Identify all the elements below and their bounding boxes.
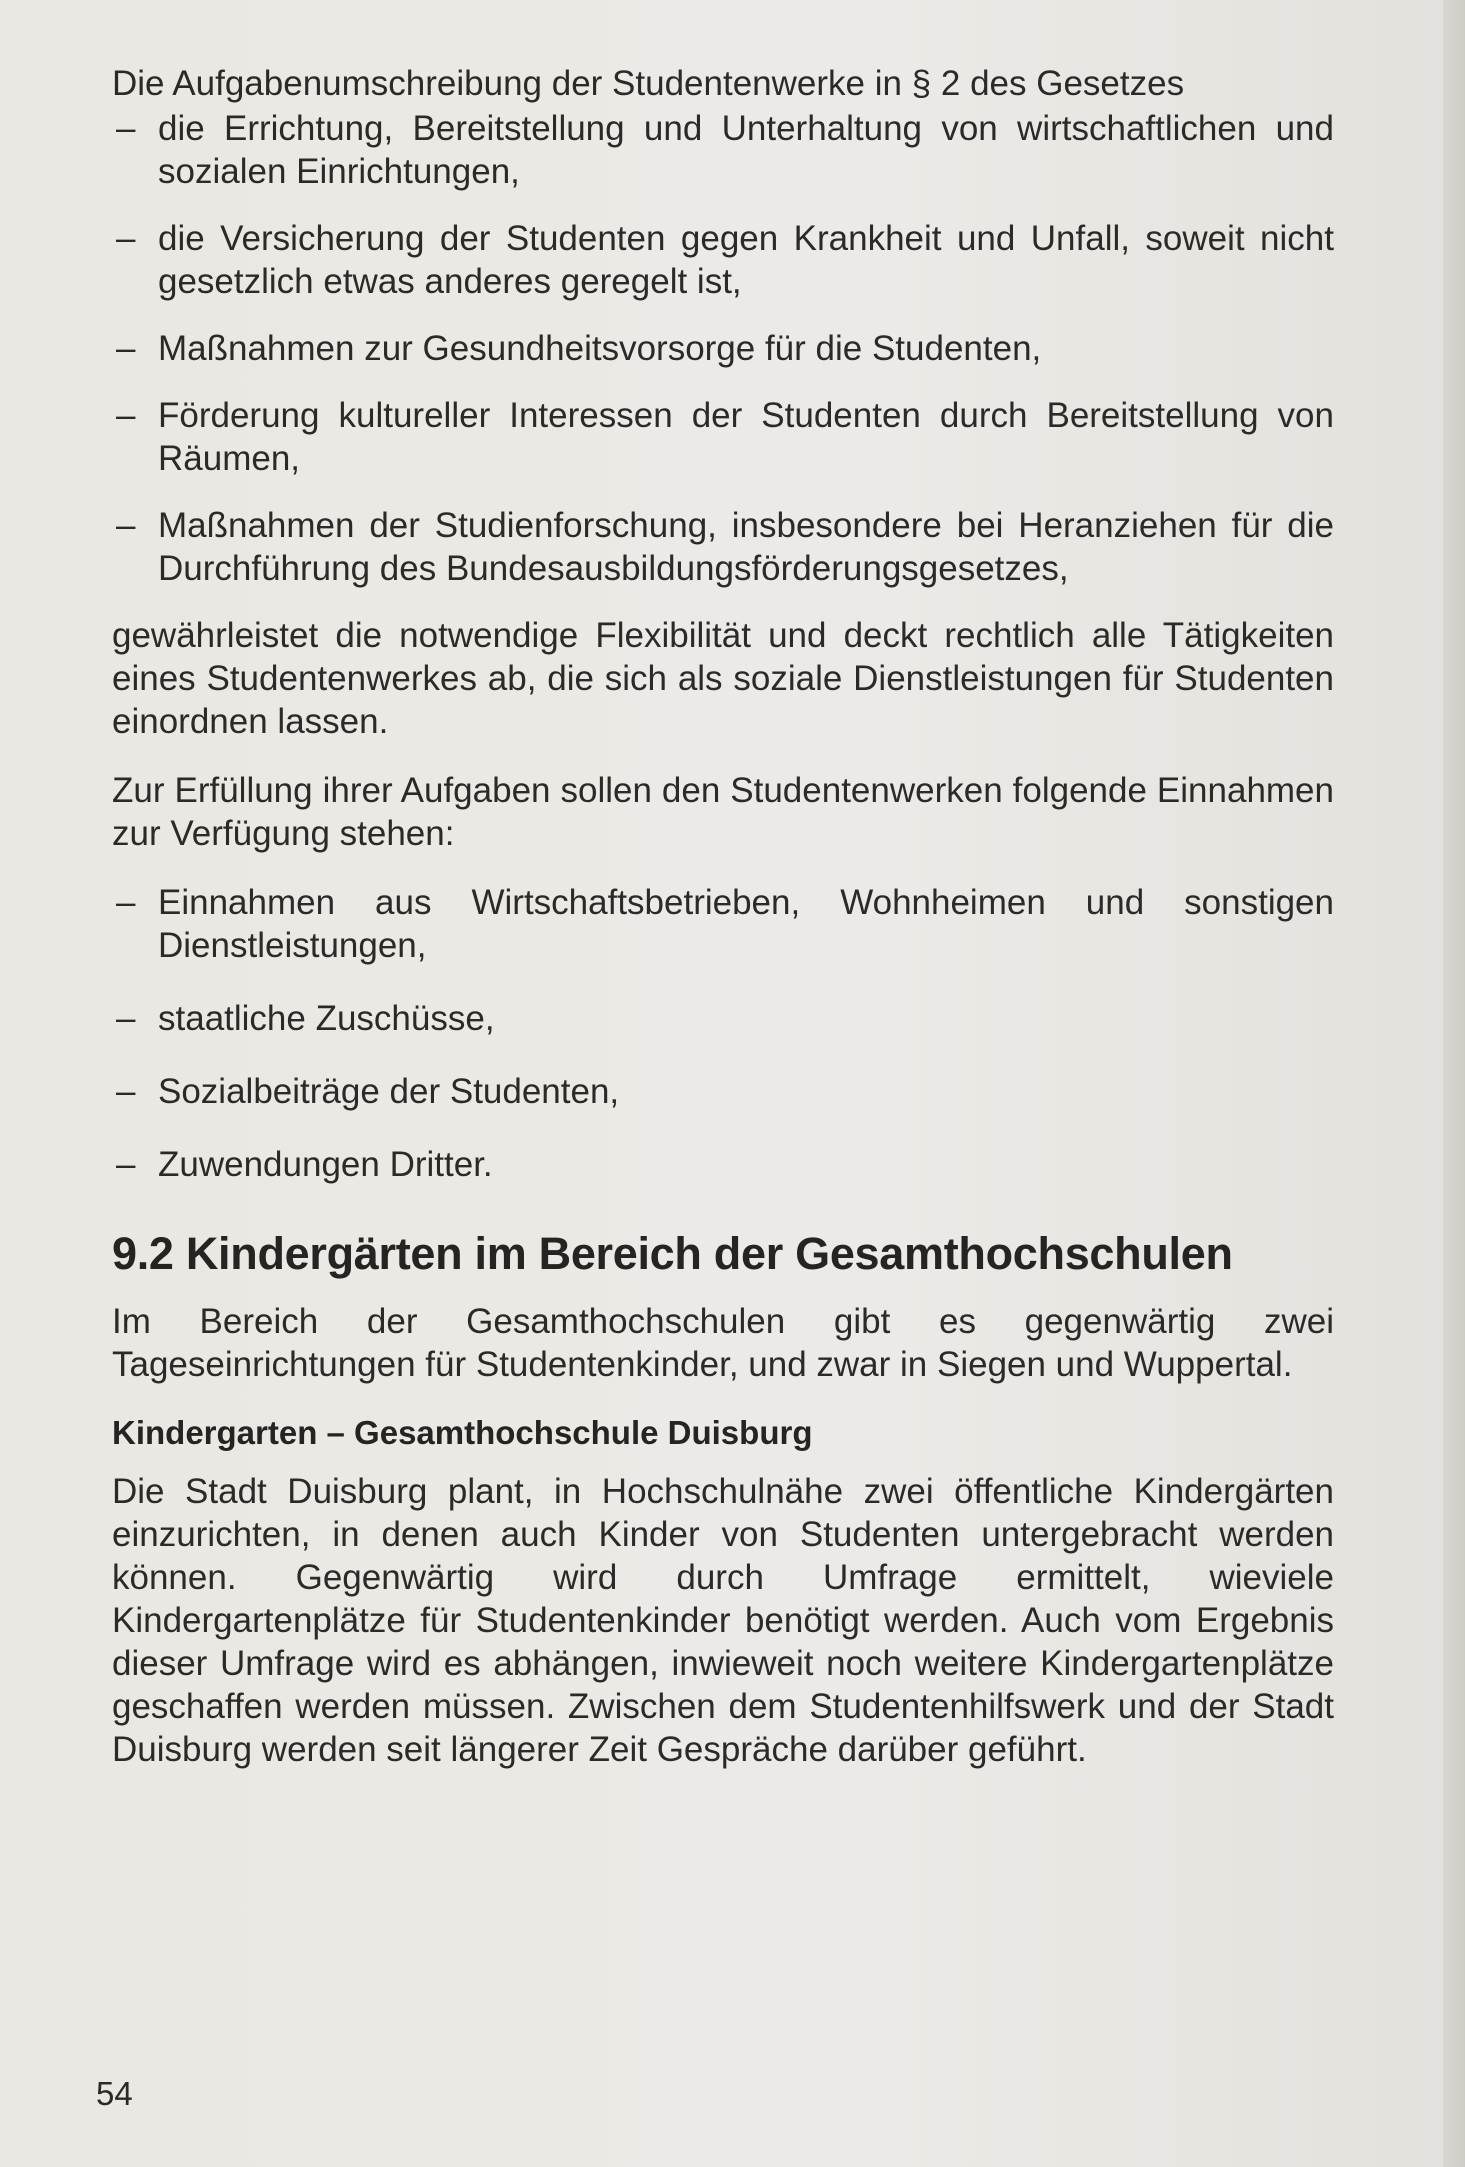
section-heading: 9.2 Kindergärten im Bereich der Gesamthochschulen [112,1228,1233,1279]
dash-marker: – [116,883,136,922]
section-paragraph: Im Bereich der Gesamthochschulen gibt es gegenwärtig zwei Tageseinrichtungen für Studentenkinder, und zwar in Siegen und Wuppertal. [112,1302,1334,1384]
list-item-text: die Versicherung der Studenten gegen Krankheit und Unfall, soweit nicht gesetzlich etwas anderes geregelt ist, [158,219,1334,301]
list-item-text: Maßnahmen zur Gesundheitsvorsorge für die Studenten, [158,329,1042,368]
list-item-text: Sozialbeiträge der Studenten, [158,1072,620,1111]
income-list [112,881,1334,1186]
subsection-heading: Kindergarten – Gesamthochschule Duisburg [112,1414,813,1451]
list-item [112,1070,1334,1113]
page-content [112,62,1334,1771]
page-edge [1443,0,1465,2167]
list-item-text: Einnahmen aus Wirtschaftsbetrieben, Wohnheimen und sonstigen Dienstleistungen, [158,883,1334,965]
dash-marker: – [116,396,136,435]
list-item [112,217,1334,303]
dash-marker: – [116,1072,136,1111]
tasks-list [112,107,1334,590]
list-item-text: staatliche Zuschüsse, [158,999,495,1038]
flexibility-paragraph: gewährleistet die notwendige Flexibilität und deckt rechtlich alle Tätigkeiten eines Studentenwerkes ab, die sich als soziale Dienstleistungen für Studenten einordnen lassen. [112,616,1334,741]
income-intro-paragraph: Zur Erfüllung ihrer Aufgaben sollen den Studentenwerken folgende Einnahmen zur Verfügung stehen: [112,771,1334,853]
page-number: 54 [96,2075,133,2112]
list-item-text: Zuwendungen Dritter. [158,1145,493,1184]
list-item [112,997,1334,1040]
list-item-text: die Errichtung, Bereitstellung und Unterhaltung von wirtschaftlichen und sozialen Einrichtungen, [158,109,1334,191]
list-item [112,504,1334,590]
dash-marker: – [116,506,136,545]
list-item-text: Maßnahmen der Studienforschung, insbesondere bei Heranziehen für die Durchführung des Bundesausbildungsförderungsgesetzes, [158,506,1334,588]
dash-marker: – [116,219,136,258]
list-item [112,327,1334,370]
list-item [112,1143,1334,1186]
dash-marker: – [116,329,136,368]
list-item [112,107,1334,193]
dash-marker: – [116,109,136,148]
list-item [112,394,1334,480]
duisburg-paragraph: Die Stadt Duisburg plant, in Hochschulnähe zwei öffentliche Kindergärten einzurichten, in denen auch Kinder von Studenten untergebracht werden können. Gegenwärtig wird durch Umfrage ermittelt, wieviele Kindergartenplätze für Studentenkinder benötigt werden. Auch vom Ergebnis dieser Umfrage wird es abhängen, inwieweit noch weitere Kindergartenplätze geschaffen werden müssen. Zwischen dem Studentenhilfswerk und der Stadt Duisburg werden seit längerer Zeit Gespräche darüber geführt. [112,1472,1334,1769]
dash-marker: – [116,1145,136,1184]
dash-marker: – [116,999,136,1038]
intro-paragraph: Die Aufgabenumschreibung der Studentenwerke in § 2 des Gesetzes [112,64,1185,103]
list-item-text: Förderung kultureller Interessen der Studenten durch Bereitstellung von Räumen, [158,396,1334,478]
list-item [112,881,1334,967]
